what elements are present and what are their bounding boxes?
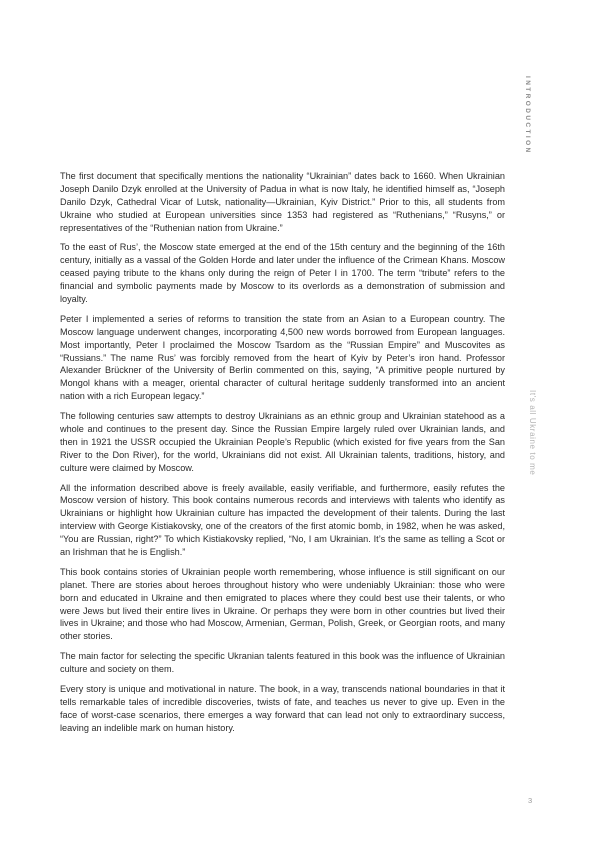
paragraph: The main factor for selecting the specific Ukranian talents featured in this book was the influence of Ukrainian culture and society on them. (60, 651, 505, 675)
paragraph: All the information described above is freely available, easily verifiable, and furthermore, easily refutes the Moscow version of history. This book contains numerous records and interviews with talents who identify as Ukrainians or highlight how Ukrainian culture has impacted the development of their talents. During the last interview with George Kistiakovsky, one of the creators of the first atomic bomb, in 1982, when he was asked, “You are Russian, right?” To which Kistiakovsky replied, “No, I am Ukrainian. It’s the same as telling a Scot or an Irishman that he is English.” (60, 482, 505, 558)
paragraph: This book contains stories of Ukrainian people worth remembering, whose influence is still significant on our planet. There are stories about heroes throughout history who were undeniably Ukrainian: those who were born and educated in Ukraine and then emigrated to places where they could best use their talents, or who were Jews but lived their entire lives in Ukraine. Or perhaps they were born in other countries but lived their lives in Ukraine; and those who had Moscow, Armenian, German, Polish, Greek, or Georgian roots, and many other stories. (60, 566, 505, 642)
page-number: 3 (528, 796, 533, 805)
body-text (60, 170, 505, 741)
paragraph: The following centuries saw attempts to destroy Ukrainians as an ethnic group and Ukrainian statehood as a whole and continues to the present day. Since the Russian Empire largely ruled over Ukrainian lands, and then in 1921 the USSR occupied the Ukrainian People’s Republic (which existed for five years from the San River to the Don River), for the world, Ukrainians did not exist. All Ukrainian talents, traditions, history, and culture were claimed by Moscow. (60, 411, 505, 473)
section-label: INTRODUCTION (524, 76, 531, 155)
paragraph: To the east of Rus’, the Moscow state emerged at the end of the 15th century and the beginning of the 16th century, initially as a vassal of the Golden Horde and later under the influence of the Crimean Khans. Moscow ceased paying tribute to the khans only during the reign of Peter I in 1700. The term “tribute” refers to the financial and symbolic payments made by Moscow to its overlords as a demonstration of submission and loyalty. (60, 242, 505, 305)
paragraph: Peter I implemented a series of reforms to transition the state from an Asian to a European country. The Moscow language underwent changes, incorporating 4,500 new words borrowed from European languages. Most importantly, Peter I proclaimed the Moscow Tsardom as the “Russian Empire” and Muscovites as “Russians.” The name Rus’ was forcibly removed from the heart of Kyiv by Peter’s iron hand. Professor Alexander Brückner of the University of Berlin commented on this, saying, “A primitive people nurtured by Mongol khans with a meager, oriental character of cultural heritage suddenly transformed into an ancient nation with a rich European legacy.” (60, 313, 505, 402)
paragraph: Every story is unique and motivational in nature. The book, in a way, transcends national boundaries in that it tells remarkable tales of incredible discoveries, twists of fate, and teaches us never to give up. Even in the face of worst-case scenarios, there emerges a way forward that can lead not only to extraordinary success, leaving an indelible mark on human history. (60, 683, 505, 733)
book-title-label: It's all Ukraine to me (528, 390, 537, 476)
paragraph: The first document that specifically mentions the nationality “Ukrainian” dates back to 1660. When Ukrainian Joseph Danilo Dzyk enrolled at the University of Padua in what is now Italy, he identified himself as, “Joseph Danilo Dzyk, Cathedral Vicar of Lutsk, nationality—Ukrainian, Kyiv District.” Prior to this, all students from Ukraine who studied at European universities since 1353 had registered as “Ruthenians,” “Rusyns,” or representatives of the “Ruthenian nation from Ukraine.” (60, 171, 505, 233)
